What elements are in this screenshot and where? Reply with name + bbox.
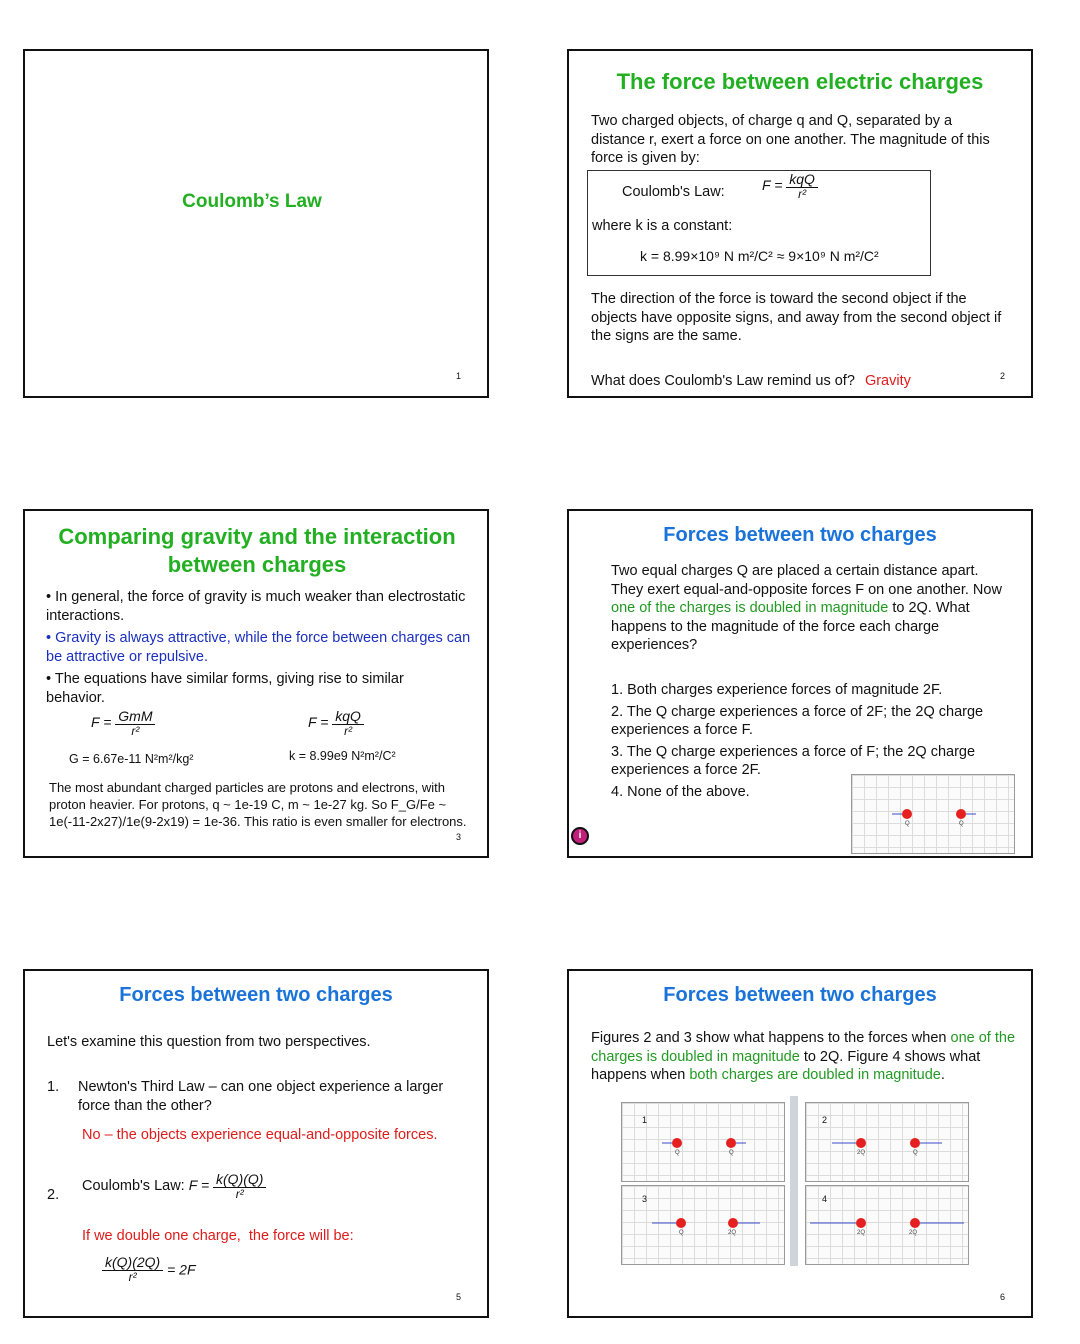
item-2-label: Coulomb's Law:	[82, 1178, 185, 1195]
text-highlight-1: one of the charges is doubled in magnitude	[591, 1030, 1016, 1065]
formula-numerator: GmM	[115, 709, 155, 725]
formula-lhs: F =	[188, 1177, 210, 1194]
charge-right[interactable]	[728, 1218, 738, 1228]
option-2[interactable]: 2. The Q charge experiences a force of 2F; the 2Q charge experiences a force F.	[611, 703, 984, 738]
charge-right-label: 2Q	[909, 1230, 918, 1236]
bullet-1: • In general, the force of gravity is much weaker than electrostatic interactions.	[46, 589, 466, 624]
gravity-constant: G = 6.67e-11 N²m²/kg²	[69, 752, 194, 766]
figure-panel-4	[805, 1185, 969, 1265]
charge-right[interactable]	[726, 1138, 736, 1148]
coulomb-formula	[762, 172, 818, 201]
text-part-c: .	[940, 1067, 945, 1083]
formula-denominator: r²	[128, 1270, 137, 1284]
option-1[interactable]: 1. Both charges experience forces of magnitude 2F.	[611, 682, 943, 698]
item-1-text: Newton's Third Law – can one object experience a larger force than the other?	[78, 1079, 444, 1114]
figure-panel-2	[805, 1102, 969, 1182]
question-text: What does Coulomb's Law remind us of?	[591, 373, 855, 389]
item-1-number: 1.	[47, 1079, 60, 1095]
bullet-3: • The equations have similar forms, giving rise to similar behavior.	[46, 671, 404, 706]
formula-denominator: r²	[131, 724, 140, 738]
figure-panel-3	[621, 1185, 785, 1265]
charge-left[interactable]	[856, 1218, 866, 1228]
charge-left[interactable]	[856, 1138, 866, 1148]
item-1-answer: No – the objects experience equal-and-opposite forces.	[82, 1127, 438, 1143]
intro-text: Let's examine this question from two perspectives.	[47, 1034, 371, 1050]
charge-right[interactable]	[910, 1218, 920, 1228]
formula-denominator: r²	[235, 1187, 244, 1201]
formula-numerator: k(Q)(Q)	[213, 1172, 266, 1188]
electric-formula	[308, 709, 364, 738]
force-arrows	[852, 775, 1014, 853]
formula-box	[587, 170, 931, 276]
formula-denominator: r²	[798, 187, 807, 201]
charge-left[interactable]	[676, 1218, 686, 1228]
formula-rhs: = 2F	[167, 1261, 196, 1278]
charge-left[interactable]	[672, 1138, 682, 1148]
charge-left-label: Q	[679, 1230, 684, 1236]
charge-right-label: Q	[959, 821, 964, 827]
item-2-formula	[188, 1171, 267, 1201]
charge-left[interactable]	[902, 809, 912, 819]
slide-title: Comparing gravity and the interaction between charges	[58, 524, 456, 577]
slide-number: 3	[456, 832, 462, 842]
figure-number: 1	[642, 1115, 648, 1125]
slide-title: The force between electric charges	[616, 69, 984, 94]
figure-panel-1	[621, 1102, 785, 1182]
formula-lhs: F =	[308, 714, 329, 731]
result-formula	[102, 1255, 196, 1284]
intro-highlight: one of the charges is doubled in magnitude	[611, 600, 889, 616]
intro-part-b: to 2Q. What happens to the magnitude of the force each charge experiences?	[611, 600, 970, 653]
direction-text: The direction of the force is toward the second object if the objects have opposite signs, and away from the second object if the signs are the same.	[591, 291, 1002, 344]
charge-left-label: Q	[675, 1150, 680, 1156]
coulomb-constant: k = 8.99e9 N²m²/C²	[289, 749, 396, 763]
charge-right-label: Q	[729, 1150, 734, 1156]
slide-title: Coulomb’s Law	[182, 191, 322, 212]
charge-left-label: Q	[905, 821, 910, 827]
slide-4	[567, 509, 1033, 858]
formula-numerator: k(Q)(2Q)	[102, 1255, 163, 1271]
slide-number: 5	[456, 1292, 462, 1302]
formula-numerator: kqQ	[786, 172, 818, 188]
formula-denominator: r²	[344, 724, 353, 738]
slide-number: 6	[1000, 1292, 1006, 1302]
formula-numerator: kqQ	[332, 709, 364, 725]
double-text: If we double one charge, the force will be:	[82, 1228, 354, 1244]
k-value: k = 8.99×10⁹ N m²/C² ≈ 9×10⁹ N m²/C²	[640, 248, 879, 264]
force-arrows	[806, 1186, 968, 1264]
figure-divider	[790, 1096, 798, 1266]
gravity-formula	[91, 709, 155, 738]
formula-lhs: F =	[91, 714, 112, 731]
figure-number: 3	[642, 1194, 648, 1204]
slide-6	[567, 969, 1033, 1318]
slide-2	[567, 49, 1033, 398]
where-text: where k is a constant:	[592, 218, 733, 234]
slide-number: 2	[1000, 371, 1006, 381]
intro-text	[611, 562, 1011, 655]
figure-number: 2	[822, 1115, 828, 1125]
figure-number: 4	[822, 1194, 828, 1204]
charge-left-label: 2Q	[857, 1150, 866, 1156]
text-highlight-2: both charges are doubled in magnitude	[689, 1067, 941, 1083]
slide-3	[23, 509, 489, 858]
charge-right-label: 2Q	[728, 1230, 737, 1236]
slide-5	[23, 969, 489, 1318]
answer-text: Gravity	[864, 373, 911, 389]
charge-right-label: Q	[913, 1150, 918, 1156]
note-text: The most abundant charged particles are protons and electrons, with proton heavier. For protons, q ~ 1e-19 C, m ~ 1e-27 kg. So F_G/Fe ~ 1e(-11-2x27)/1e(9-2x19) = 1e-36. This ratio is even smaller for electrons.	[49, 780, 467, 829]
intro-text: Two charged objects, of charge q and Q, separated by a distance r, exert a force on one another. The magnitude of this force is given by:	[591, 113, 990, 166]
formula-lhs: F =	[762, 177, 783, 194]
slide-1	[23, 49, 489, 398]
intro-part-a: Two equal charges Q are placed a certain distance apart. They exert equal-and-opposite forces F on one another. Now	[611, 563, 1002, 598]
item-2-line	[82, 1172, 266, 1201]
simulation-figure	[851, 774, 1015, 854]
text-part-b: to 2Q. Figure 4 shows what happens when	[591, 1048, 981, 1083]
slide-title: Forces between two charges	[663, 524, 937, 546]
clicker-icon: i	[571, 827, 589, 845]
option-3[interactable]: 3. The Q charge experiences a force of F; the 2Q charge experiences a force 2F.	[611, 743, 976, 778]
charge-right[interactable]	[956, 809, 966, 819]
slide-title: Forces between two charges	[119, 984, 393, 1006]
bullet-2: • Gravity is always attractive, while the force between charges can be attractive or repulsive.	[46, 630, 471, 665]
text-part-a: Figures 2 and 3 show what happens to the forces when	[591, 1030, 947, 1046]
item-2-number: 2.	[47, 1187, 60, 1203]
coulomb-law-label: Coulomb's Law:	[622, 184, 725, 200]
option-4[interactable]: 4. None of the above.	[611, 783, 750, 800]
force-arrows	[806, 1103, 968, 1181]
slide-title: Forces between two charges	[663, 984, 937, 1006]
question-line	[591, 372, 911, 391]
intro-text	[591, 1029, 1021, 1085]
charge-right[interactable]	[910, 1138, 920, 1148]
slide-number: 1	[456, 371, 462, 381]
charge-left-label: 2Q	[857, 1230, 866, 1236]
